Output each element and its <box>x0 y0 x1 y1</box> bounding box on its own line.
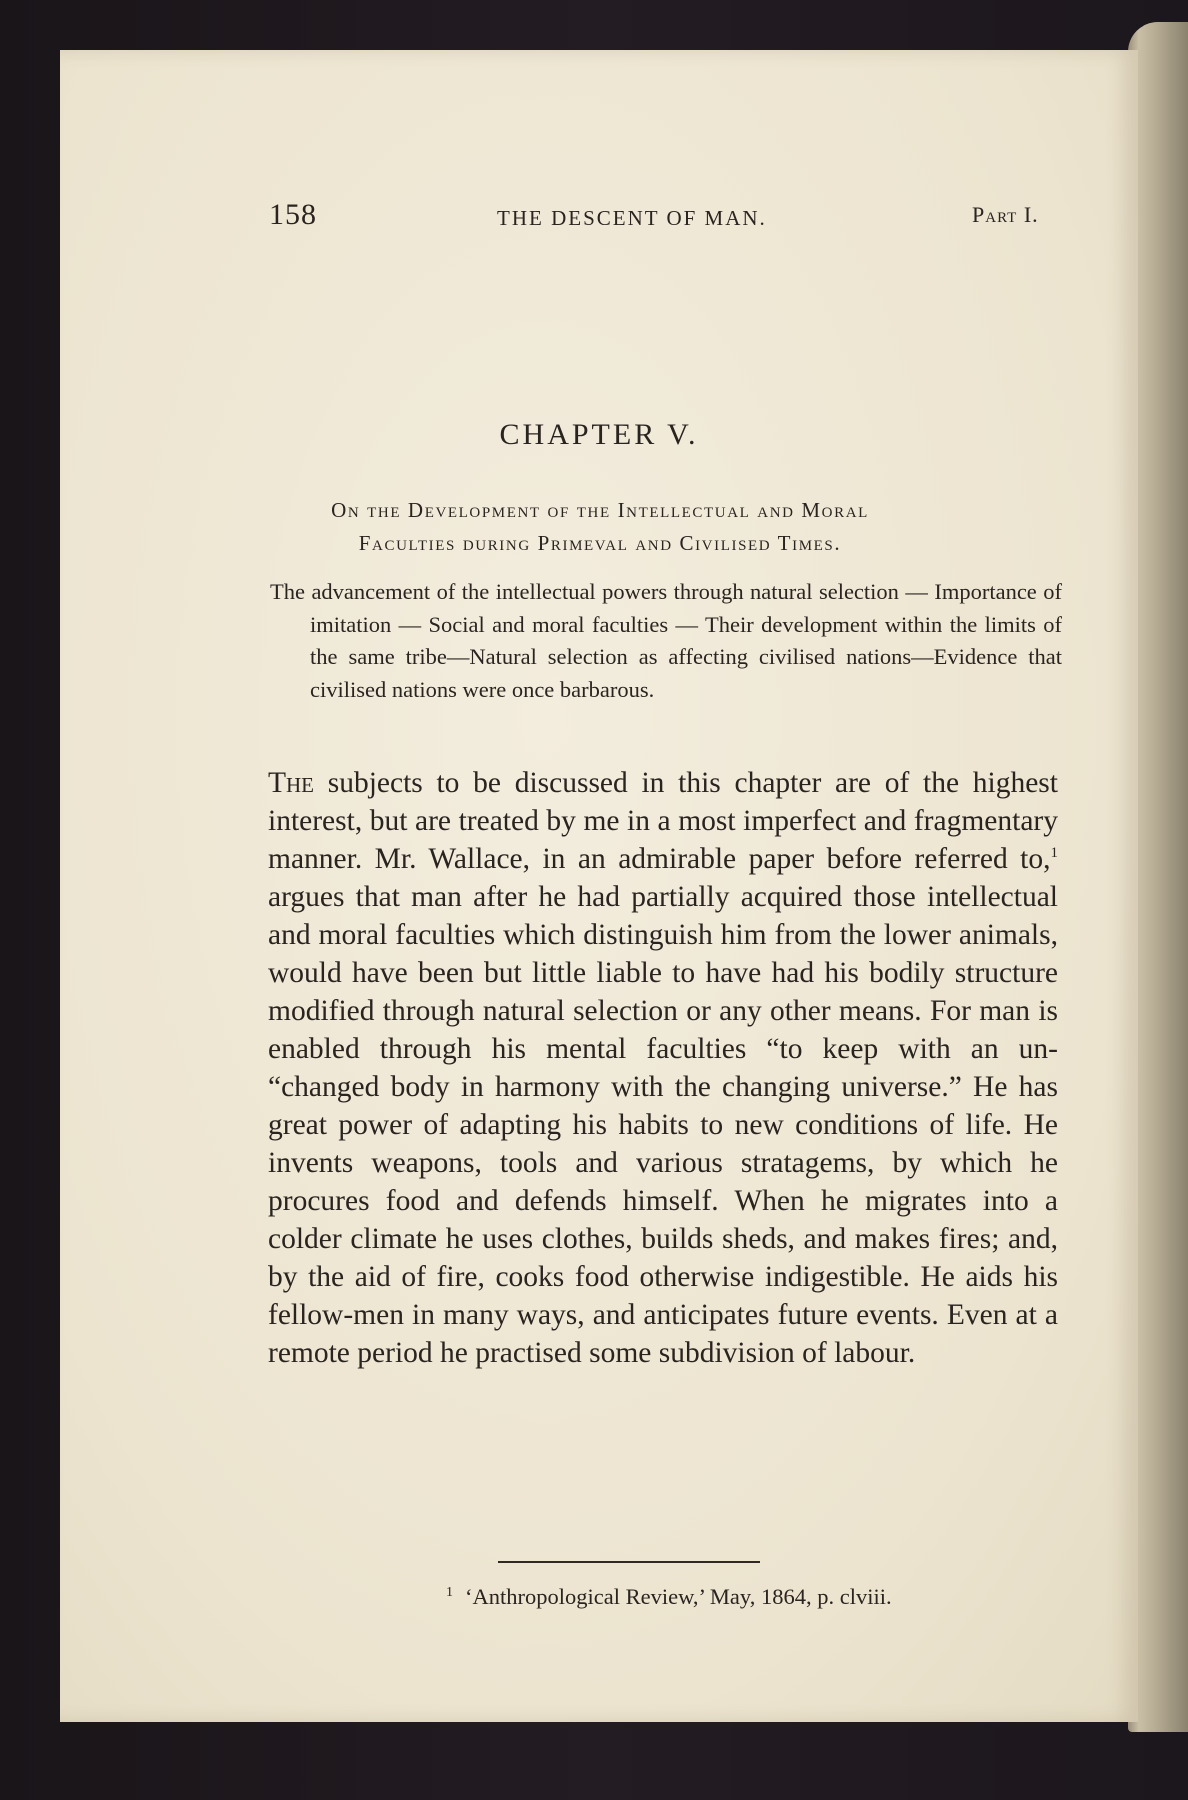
footnote-text: ‘Anthropological Review,’ May, 1864, p. clviii. <box>465 1584 892 1609</box>
chapter-title: CHAPTER V. <box>499 418 699 451</box>
footnote-reference: 1 <box>1050 845 1058 862</box>
chapter-subtitle-line-2: Faculties during Primeval and Civilised Times. <box>358 531 842 555</box>
part-label: Part I. <box>972 202 1039 227</box>
chapter-synopsis: The advancement of the intellectual powers through natural selection — Importance of imitation — Social and moral faculties — Their development within the limits of the same tribe—Natural selection as affecting civilised nations—Evidence that civilised nations were once barbarous. <box>270 579 1062 702</box>
running-title: THE DESCENT OF MAN. <box>497 206 767 230</box>
footnote-number: 1 <box>446 1584 453 1600</box>
chapter-subtitle <box>270 494 930 560</box>
book-page <box>60 50 1138 1722</box>
chapter-subtitle-line-1: On the Development of the Intellectual and Moral <box>331 498 869 522</box>
lead-word: The <box>268 767 315 799</box>
footnote <box>446 1584 892 1610</box>
body-paragraph <box>268 764 1058 1372</box>
body-text-part-2: argues that man after he had partially acquired those intellectual and moral faculties which distinguish him from the lower animals, would have been but little liable to have had his bodily structure modified through natural selection or any other means. For man is enabled through his mental faculties “to keep with an un- “changed body in harmony with the changing universe.” He has great power of adapting his habits to new conditions of life. He invents weapons, tools and various stratagems, by which he procures food and defends himself. When he migrates into a colder climate he uses clothes, builds sheds, and makes fires; and, by the aid of fire, cooks food otherwise indigestible. He aids his fellow-men in many ways, and anticipates future events. Even at a remote period he practised some subdivision of labour. <box>268 881 1058 1369</box>
body-text-part-1: subjects to be discussed in this chapter are of the highest interest, but are treated by me in a most imperfect and fragmentary manner. Mr. Wallace, in an admirable paper before referred to, <box>268 767 1058 875</box>
footnote-rule <box>498 1561 760 1563</box>
running-head <box>60 198 1138 238</box>
page-number: 158 <box>269 198 317 231</box>
